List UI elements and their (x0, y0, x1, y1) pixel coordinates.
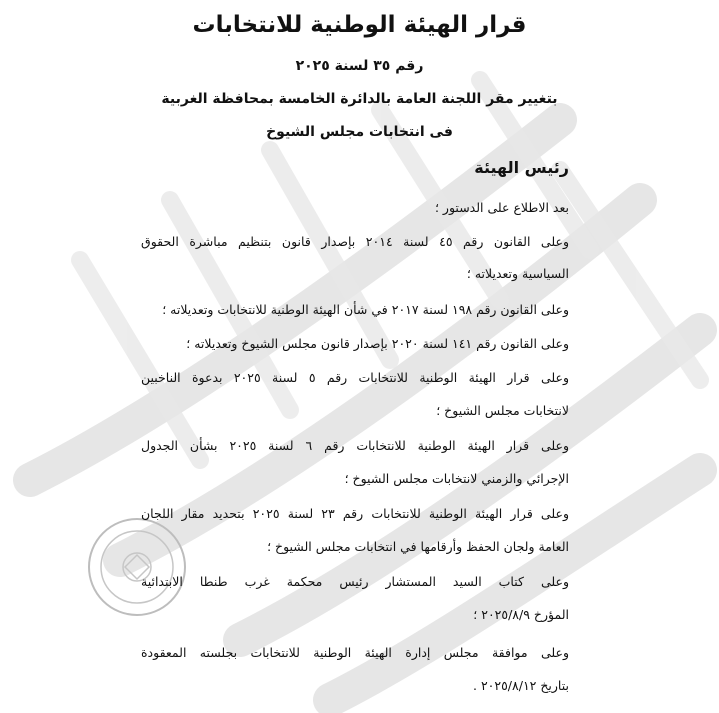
preamble-item: بعد الاطلاع على الدستور ؛ (434, 200, 569, 215)
preamble-item: وعلى موافقة مجلس إدارة الهيئة الوطنية للانتخابات بجلسته المعقودة (141, 645, 569, 660)
preamble-item-continued: الإجرائي والزمني لانتخابات مجلس الشيوخ ؛ (344, 471, 569, 486)
preamble-item: وعلى قرار الهيئة الوطنية للانتخابات رقم ٥ لسنة ٢٠٢٥ بدعوة الناخبين (141, 370, 569, 385)
preamble-item: وعلى القانون رقم ٤٥ لسنة ٢٠١٤ بإصدار قانون بتنظيم مباشرة الحقوق (141, 234, 569, 249)
preamble-item: وعلى كتاب السيد المستشار رئيس محكمة غرب طنطا الابتدائية (141, 574, 569, 589)
preamble-item: وعلى قرار الهيئة الوطنية للانتخابات رقم ٦ لسنة ٢٠٢٥ بشأن الجدول (141, 438, 569, 453)
decree-number: رقم ٣٥ لسنة ٢٠٢٥ (295, 58, 424, 74)
preamble-item-continued: السياسية وتعديلاته ؛ (466, 266, 569, 281)
preamble-item-continued: بتاريخ ٢٠٢٥/٨/١٢ . (473, 678, 569, 693)
preamble-item-continued: العامة ولجان الحفظ وأرقامها في انتخابات مجلس الشيوخ ؛ (267, 539, 569, 554)
decree-title: قرار الهيئة الوطنية للانتخابات (192, 12, 527, 38)
preamble-item: وعلى قرار الهيئة الوطنية للانتخابات رقم ٢٣ لسنة ٢٠٢٥ بتحديد مقار اللجان (141, 506, 569, 521)
authority-heading: رئيس الهيئة (474, 158, 569, 177)
preamble-item: وعلى القانون رقم ١٩٨ لسنة ٢٠١٧ في شأن الهيئة الوطنية للانتخابات وتعديلاته ؛ (162, 302, 569, 317)
preamble-item-continued: المؤرخ ٢٠٢٥/٨/٩ ؛ (473, 607, 569, 622)
preamble-item: وعلى القانون رقم ١٤١ لسنة ٢٠٢٠ بإصدار قانون مجلس الشيوخ وتعديلاته ؛ (186, 336, 569, 351)
decree-subject-line-2: فى انتخابات مجلس الشيوخ (266, 124, 453, 140)
decree-subject-line-1: بتغيير مقر اللجنة العامة بالدائرة الخامسة بمحافظة الغربية (161, 91, 558, 107)
preamble-item-continued: لانتخابات مجلس الشيوخ ؛ (436, 403, 569, 418)
